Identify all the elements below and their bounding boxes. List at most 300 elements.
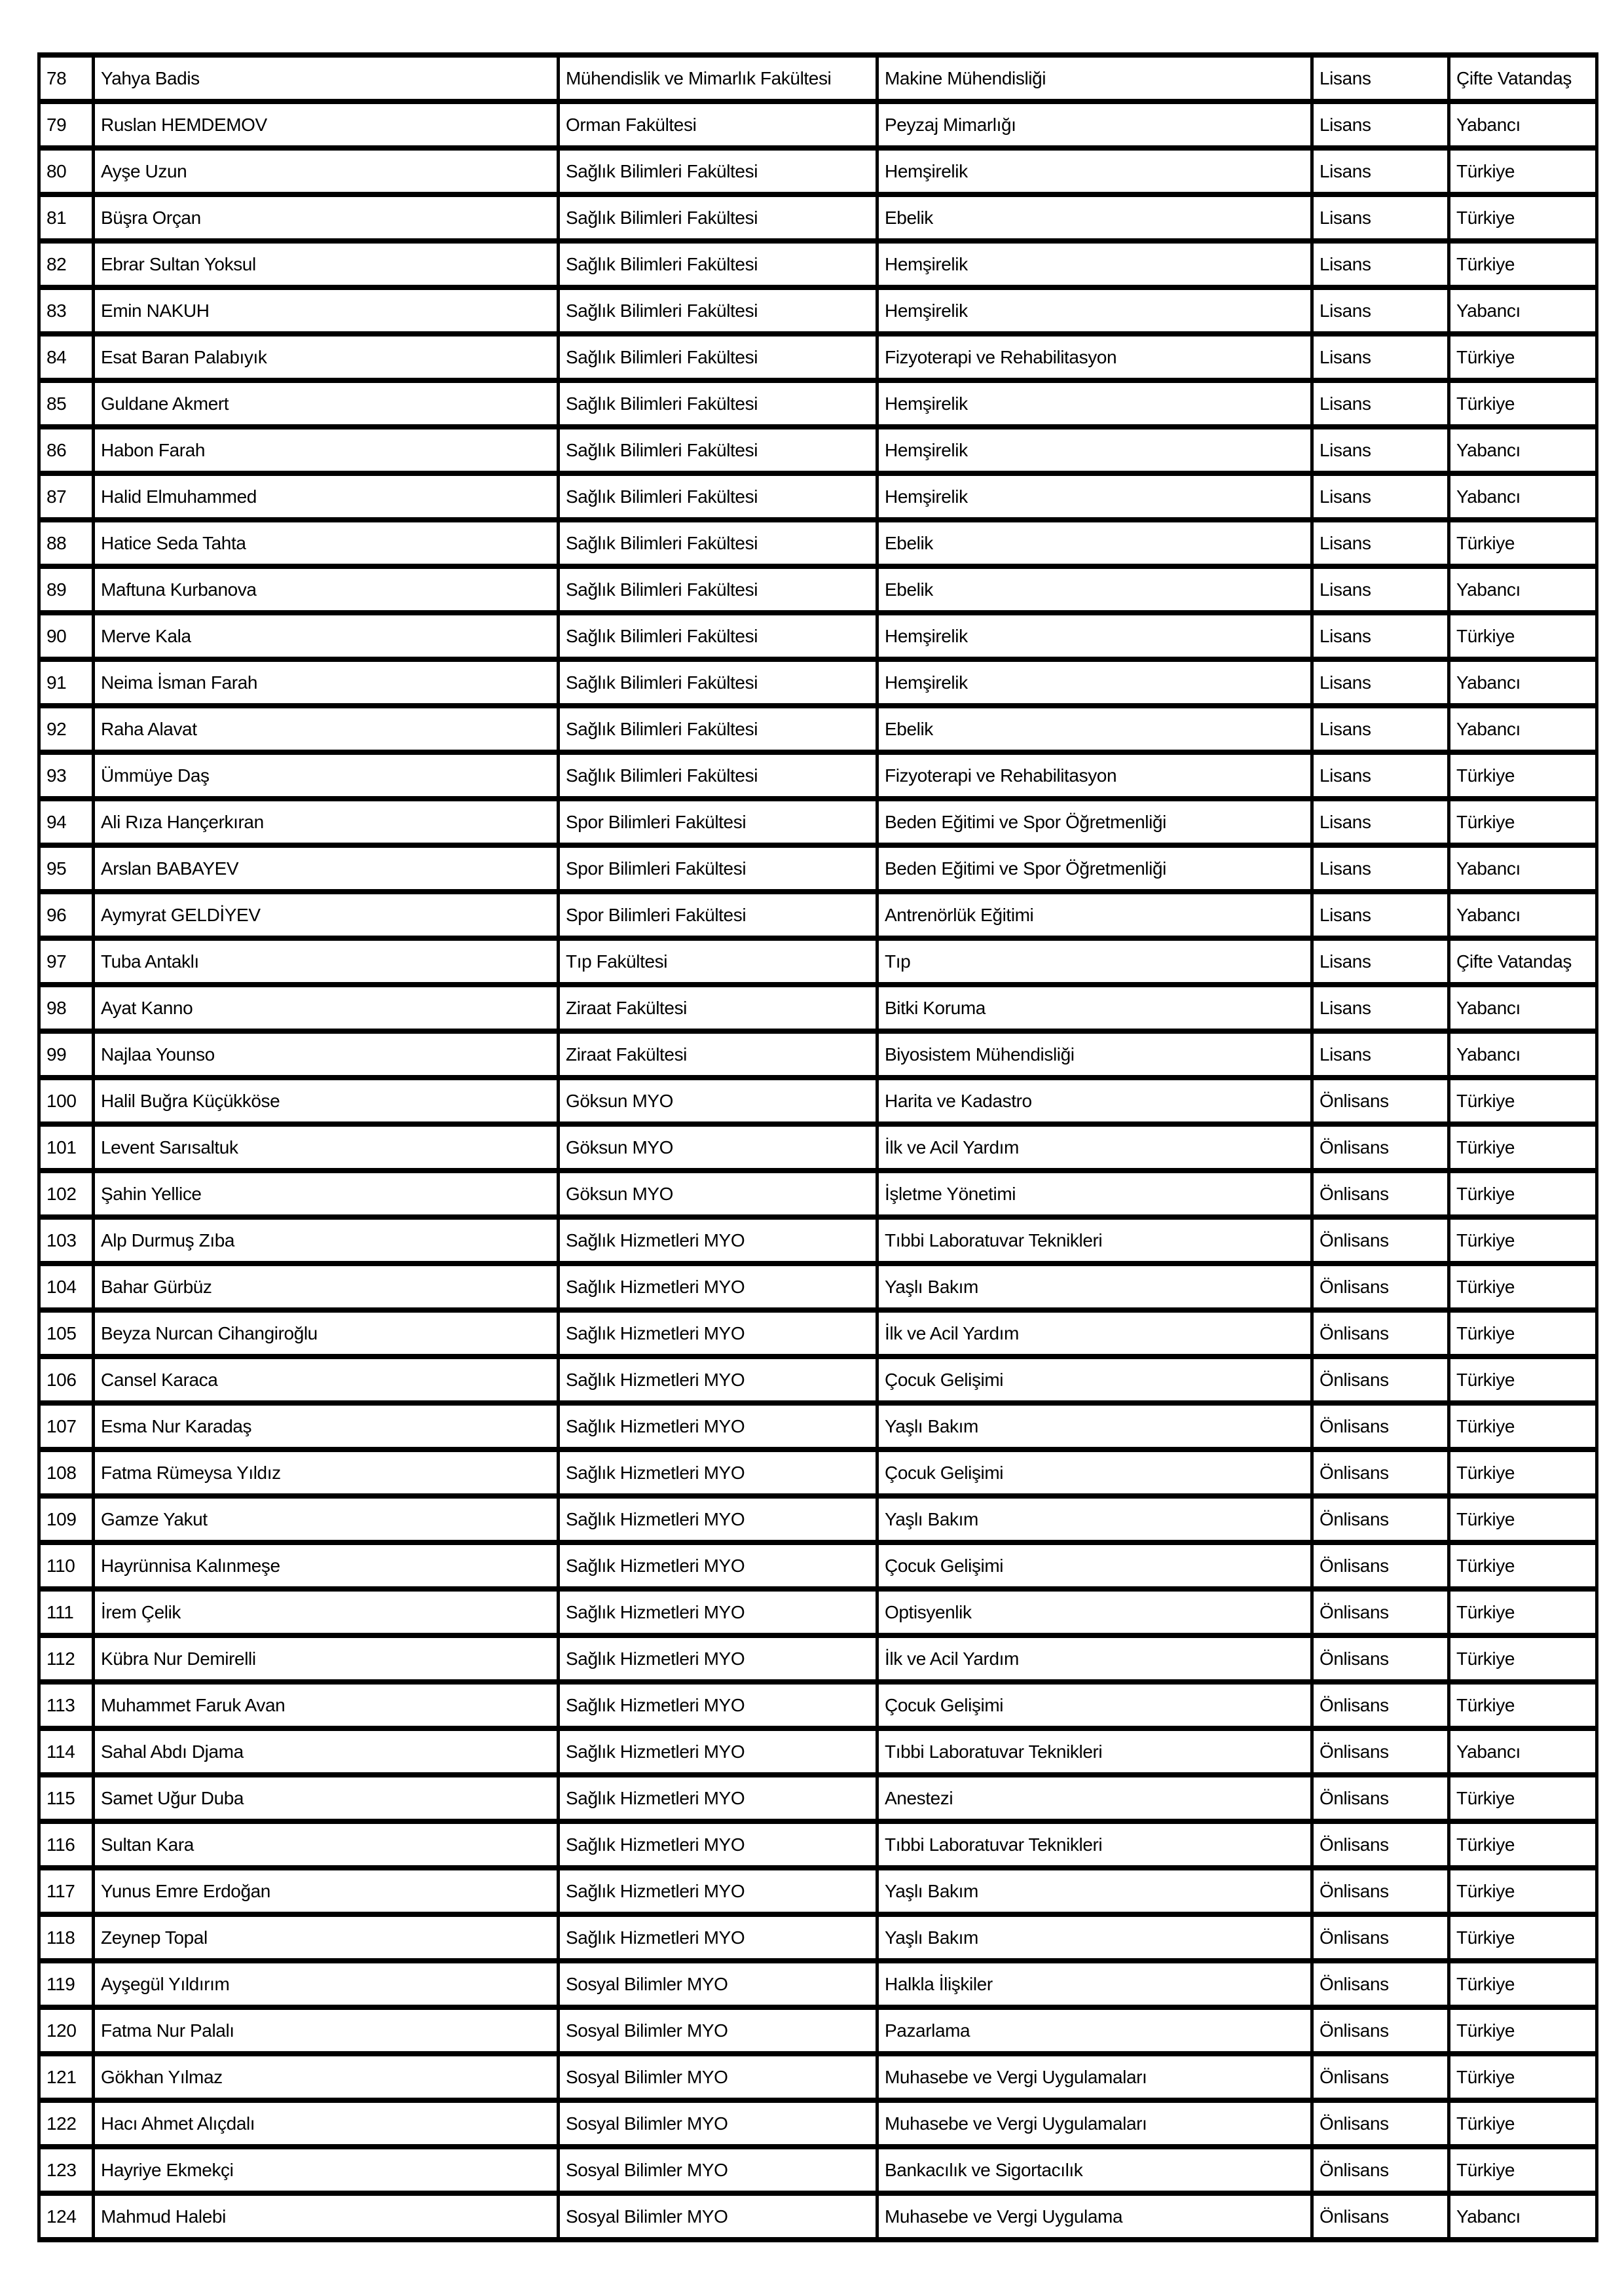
table-row xyxy=(39,1589,1597,1635)
cell-no: 120 xyxy=(39,2007,94,2054)
table-row xyxy=(39,194,1597,241)
cell-level: Lisans xyxy=(1312,1031,1449,1078)
cell-faculty: Sağlık Hizmetleri MYO xyxy=(559,1217,877,1264)
table-row xyxy=(39,985,1597,1031)
cell-nationality: Yabancı xyxy=(1449,101,1597,148)
cell-no: 112 xyxy=(39,1635,94,1682)
cell-level: Lisans xyxy=(1312,427,1449,473)
cell-name: Alp Durmuş Zıba xyxy=(94,1217,559,1264)
cell-level: Önlisans xyxy=(1312,1635,1449,1682)
table-row xyxy=(39,2100,1597,2147)
cell-name: Guldane Akmert xyxy=(94,380,559,427)
cell-name: Fatma Rümeysa Yıldız xyxy=(94,1449,559,1496)
cell-no: 103 xyxy=(39,1217,94,1264)
cell-department: Antrenörlük Eğitimi xyxy=(877,892,1312,938)
cell-department: Beden Eğitimi ve Spor Öğretmenliği xyxy=(877,799,1312,845)
cell-name: Sahal Abdı Djama xyxy=(94,1728,559,1775)
cell-no: 96 xyxy=(39,892,94,938)
cell-level: Lisans xyxy=(1312,148,1449,194)
cell-name: Esat Baran Palabıyık xyxy=(94,334,559,380)
cell-nationality: Yabancı xyxy=(1449,659,1597,706)
cell-nationality: Türkiye xyxy=(1449,1310,1597,1357)
table-row xyxy=(39,1217,1597,1264)
table-row xyxy=(39,566,1597,613)
cell-faculty: Sağlık Hizmetleri MYO xyxy=(559,1264,877,1310)
table-row xyxy=(39,613,1597,659)
cell-no: 85 xyxy=(39,380,94,427)
cell-faculty: Ziraat Fakültesi xyxy=(559,1031,877,1078)
cell-level: Lisans xyxy=(1312,845,1449,892)
cell-faculty: Sağlık Hizmetleri MYO xyxy=(559,1589,877,1635)
cell-department: Fizyoterapi ve Rehabilitasyon xyxy=(877,334,1312,380)
cell-department: Hemşirelik xyxy=(877,473,1312,520)
cell-nationality: Yabancı xyxy=(1449,427,1597,473)
cell-name: Ayşe Uzun xyxy=(94,148,559,194)
cell-department: Muhasebe ve Vergi Uygulamaları xyxy=(877,2100,1312,2147)
cell-faculty: Sağlık Bilimleri Fakültesi xyxy=(559,334,877,380)
cell-no: 81 xyxy=(39,194,94,241)
cell-no: 117 xyxy=(39,1868,94,1914)
cell-level: Önlisans xyxy=(1312,2007,1449,2054)
cell-no: 101 xyxy=(39,1124,94,1171)
table-row xyxy=(39,1031,1597,1078)
cell-department: Ebelik xyxy=(877,520,1312,566)
cell-level: Lisans xyxy=(1312,55,1449,101)
cell-no: 86 xyxy=(39,427,94,473)
cell-nationality: Türkiye xyxy=(1449,2054,1597,2100)
cell-name: Levent Sarısaltuk xyxy=(94,1124,559,1171)
cell-level: Lisans xyxy=(1312,799,1449,845)
cell-nationality: Türkiye xyxy=(1449,194,1597,241)
table-row xyxy=(39,148,1597,194)
cell-department: Pazarlama xyxy=(877,2007,1312,2054)
table-row xyxy=(39,1682,1597,1728)
cell-faculty: Sağlık Bilimleri Fakültesi xyxy=(559,659,877,706)
cell-faculty: Sağlık Bilimleri Fakültesi xyxy=(559,473,877,520)
cell-no: 124 xyxy=(39,2193,94,2240)
table-row xyxy=(39,473,1597,520)
cell-department: Hemşirelik xyxy=(877,380,1312,427)
table-row xyxy=(39,2147,1597,2193)
table-row xyxy=(39,845,1597,892)
cell-no: 114 xyxy=(39,1728,94,1775)
cell-faculty: Sağlık Hizmetleri MYO xyxy=(559,1310,877,1357)
cell-level: Lisans xyxy=(1312,380,1449,427)
cell-nationality: Türkiye xyxy=(1449,148,1597,194)
cell-no: 89 xyxy=(39,566,94,613)
cell-no: 98 xyxy=(39,985,94,1031)
cell-level: Önlisans xyxy=(1312,1078,1449,1124)
cell-no: 104 xyxy=(39,1264,94,1310)
cell-name: Ali Rıza Hançerkıran xyxy=(94,799,559,845)
cell-nationality: Türkiye xyxy=(1449,1775,1597,1821)
table-row xyxy=(39,938,1597,985)
cell-nationality: Türkiye xyxy=(1449,520,1597,566)
cell-name: Ayşegül Yıldırım xyxy=(94,1961,559,2007)
cell-department: İlk ve Acil Yardım xyxy=(877,1124,1312,1171)
cell-department: Harita ve Kadastro xyxy=(877,1078,1312,1124)
cell-faculty: Sosyal Bilimler MYO xyxy=(559,2193,877,2240)
cell-nationality: Yabancı xyxy=(1449,892,1597,938)
table-row xyxy=(39,2054,1597,2100)
table-row xyxy=(39,659,1597,706)
table-row xyxy=(39,1821,1597,1868)
cell-level: Önlisans xyxy=(1312,1914,1449,1961)
cell-name: Fatma Nur Palalı xyxy=(94,2007,559,2054)
cell-level: Lisans xyxy=(1312,287,1449,334)
cell-name: Gökhan Yılmaz xyxy=(94,2054,559,2100)
cell-level: Lisans xyxy=(1312,334,1449,380)
cell-department: Hemşirelik xyxy=(877,287,1312,334)
cell-level: Lisans xyxy=(1312,706,1449,752)
cell-level: Önlisans xyxy=(1312,1403,1449,1449)
cell-department: Tıbbi Laboratuvar Teknikleri xyxy=(877,1728,1312,1775)
table-row xyxy=(39,2007,1597,2054)
cell-department: Beden Eğitimi ve Spor Öğretmenliği xyxy=(877,845,1312,892)
cell-faculty: Sosyal Bilimler MYO xyxy=(559,2007,877,2054)
cell-name: Hayriye Ekmekçi xyxy=(94,2147,559,2193)
cell-name: Halid Elmuhammed xyxy=(94,473,559,520)
table-row xyxy=(39,101,1597,148)
cell-name: Ümmüye Daş xyxy=(94,752,559,799)
cell-department: Yaşlı Bakım xyxy=(877,1914,1312,1961)
cell-faculty: Sağlık Hizmetleri MYO xyxy=(559,1542,877,1589)
cell-department: Yaşlı Bakım xyxy=(877,1403,1312,1449)
cell-no: 108 xyxy=(39,1449,94,1496)
cell-nationality: Yabancı xyxy=(1449,1031,1597,1078)
cell-level: Lisans xyxy=(1312,194,1449,241)
cell-nationality: Yabancı xyxy=(1449,985,1597,1031)
cell-nationality: Türkiye xyxy=(1449,241,1597,287)
cell-faculty: Sosyal Bilimler MYO xyxy=(559,2100,877,2147)
cell-name: Aymyrat GELDİYEV xyxy=(94,892,559,938)
cell-nationality: Yabancı xyxy=(1449,2193,1597,2240)
cell-faculty: Göksun MYO xyxy=(559,1124,877,1171)
cell-level: Önlisans xyxy=(1312,1171,1449,1217)
cell-faculty: Sağlık Bilimleri Fakültesi xyxy=(559,752,877,799)
cell-level: Önlisans xyxy=(1312,1961,1449,2007)
table-row xyxy=(39,1310,1597,1357)
cell-name: Najlaa Younso xyxy=(94,1031,559,1078)
cell-department: Yaşlı Bakım xyxy=(877,1496,1312,1542)
cell-name: Habon Farah xyxy=(94,427,559,473)
cell-nationality: Türkiye xyxy=(1449,2100,1597,2147)
cell-level: Önlisans xyxy=(1312,1264,1449,1310)
cell-no: 80 xyxy=(39,148,94,194)
cell-name: Yunus Emre Erdoğan xyxy=(94,1868,559,1914)
cell-nationality: Türkiye xyxy=(1449,1682,1597,1728)
cell-name: Emin NAKUH xyxy=(94,287,559,334)
table-row xyxy=(39,55,1597,101)
cell-nationality: Türkiye xyxy=(1449,1078,1597,1124)
cell-department: Çocuk Gelişimi xyxy=(877,1449,1312,1496)
cell-faculty: Sağlık Hizmetleri MYO xyxy=(559,1821,877,1868)
cell-no: 107 xyxy=(39,1403,94,1449)
cell-nationality: Türkiye xyxy=(1449,2147,1597,2193)
cell-faculty: Sağlık Hizmetleri MYO xyxy=(559,1914,877,1961)
cell-no: 119 xyxy=(39,1961,94,2007)
cell-department: Tıbbi Laboratuvar Teknikleri xyxy=(877,1821,1312,1868)
cell-nationality: Türkiye xyxy=(1449,1542,1597,1589)
cell-department: Peyzaj Mimarlığı xyxy=(877,101,1312,148)
cell-level: Önlisans xyxy=(1312,1496,1449,1542)
cell-name: Hatice Seda Tahta xyxy=(94,520,559,566)
cell-level: Önlisans xyxy=(1312,2054,1449,2100)
cell-no: 78 xyxy=(39,55,94,101)
cell-no: 122 xyxy=(39,2100,94,2147)
cell-name: Arslan BABAYEV xyxy=(94,845,559,892)
cell-faculty: Sağlık Bilimleri Fakültesi xyxy=(559,380,877,427)
cell-no: 91 xyxy=(39,659,94,706)
cell-department: Optisyenlik xyxy=(877,1589,1312,1635)
cell-name: Mahmud Halebi xyxy=(94,2193,559,2240)
cell-faculty: Sağlık Hizmetleri MYO xyxy=(559,1775,877,1821)
cell-name: Hacı Ahmet Alıçdalı xyxy=(94,2100,559,2147)
cell-faculty: Sağlık Bilimleri Fakültesi xyxy=(559,566,877,613)
table-row xyxy=(39,1078,1597,1124)
cell-department: Ebelik xyxy=(877,706,1312,752)
cell-name: Cansel Karaca xyxy=(94,1357,559,1403)
cell-nationality: Türkiye xyxy=(1449,1914,1597,1961)
cell-faculty: Spor Bilimleri Fakültesi xyxy=(559,799,877,845)
cell-name: Şahin Yellice xyxy=(94,1171,559,1217)
cell-faculty: Sağlık Hizmetleri MYO xyxy=(559,1403,877,1449)
cell-faculty: Sağlık Hizmetleri MYO xyxy=(559,1449,877,1496)
table-row xyxy=(39,1542,1597,1589)
cell-no: 87 xyxy=(39,473,94,520)
cell-nationality: Türkiye xyxy=(1449,334,1597,380)
student-table-body xyxy=(39,55,1597,2240)
cell-level: Önlisans xyxy=(1312,1542,1449,1589)
cell-level: Lisans xyxy=(1312,566,1449,613)
cell-name: Ayat Kanno xyxy=(94,985,559,1031)
cell-nationality: Türkiye xyxy=(1449,1635,1597,1682)
cell-department: Biyosistem Mühendisliği xyxy=(877,1031,1312,1078)
cell-no: 118 xyxy=(39,1914,94,1961)
cell-faculty: Sağlık Bilimleri Fakültesi xyxy=(559,194,877,241)
cell-department: Bitki Koruma xyxy=(877,985,1312,1031)
cell-department: Hemşirelik xyxy=(877,427,1312,473)
cell-name: Samet Uğur Duba xyxy=(94,1775,559,1821)
cell-no: 83 xyxy=(39,287,94,334)
table-row xyxy=(39,706,1597,752)
cell-name: Raha Alavat xyxy=(94,706,559,752)
cell-level: Lisans xyxy=(1312,473,1449,520)
cell-nationality: Türkiye xyxy=(1449,752,1597,799)
cell-nationality: Türkiye xyxy=(1449,613,1597,659)
cell-level: Lisans xyxy=(1312,659,1449,706)
cell-level: Lisans xyxy=(1312,241,1449,287)
cell-level: Önlisans xyxy=(1312,1728,1449,1775)
cell-department: Muhasebe ve Vergi Uygulama xyxy=(877,2193,1312,2240)
table-row xyxy=(39,380,1597,427)
table-row xyxy=(39,1403,1597,1449)
cell-department: Çocuk Gelişimi xyxy=(877,1542,1312,1589)
cell-no: 95 xyxy=(39,845,94,892)
cell-nationality: Yabancı xyxy=(1449,706,1597,752)
cell-no: 102 xyxy=(39,1171,94,1217)
table-row xyxy=(39,1449,1597,1496)
table-row xyxy=(39,520,1597,566)
cell-name: Gamze Yakut xyxy=(94,1496,559,1542)
cell-faculty: Sağlık Bilimleri Fakültesi xyxy=(559,287,877,334)
cell-faculty: Tıp Fakültesi xyxy=(559,938,877,985)
table-row xyxy=(39,1496,1597,1542)
cell-nationality: Türkiye xyxy=(1449,2007,1597,2054)
cell-name: Bahar Gürbüz xyxy=(94,1264,559,1310)
cell-no: 93 xyxy=(39,752,94,799)
cell-no: 106 xyxy=(39,1357,94,1403)
cell-no: 121 xyxy=(39,2054,94,2100)
cell-no: 90 xyxy=(39,613,94,659)
cell-department: Makine Mühendisliği xyxy=(877,55,1312,101)
cell-level: Önlisans xyxy=(1312,1357,1449,1403)
cell-faculty: Sağlık Hizmetleri MYO xyxy=(559,1496,877,1542)
cell-faculty: Sağlık Hizmetleri MYO xyxy=(559,1728,877,1775)
cell-faculty: Sağlık Bilimleri Fakültesi xyxy=(559,706,877,752)
cell-department: Anestezi xyxy=(877,1775,1312,1821)
cell-faculty: Göksun MYO xyxy=(559,1078,877,1124)
cell-department: Tıbbi Laboratuvar Teknikleri xyxy=(877,1217,1312,1264)
cell-department: Bankacılık ve Sigortacılık xyxy=(877,2147,1312,2193)
cell-name: Beyza Nurcan Cihangiroğlu xyxy=(94,1310,559,1357)
cell-department: Hemşirelik xyxy=(877,659,1312,706)
cell-name: Büşra Orçan xyxy=(94,194,559,241)
cell-nationality: Türkiye xyxy=(1449,1264,1597,1310)
cell-department: Halkla İlişkiler xyxy=(877,1961,1312,2007)
cell-department: Ebelik xyxy=(877,194,1312,241)
cell-name: Maftuna Kurbanova xyxy=(94,566,559,613)
cell-nationality: Türkiye xyxy=(1449,1124,1597,1171)
cell-name: Ruslan HEMDEMOV xyxy=(94,101,559,148)
cell-department: Hemşirelik xyxy=(877,613,1312,659)
cell-name: Hayrünnisa Kalınmeşe xyxy=(94,1542,559,1589)
cell-faculty: Spor Bilimleri Fakültesi xyxy=(559,892,877,938)
cell-department: İşletme Yönetimi xyxy=(877,1171,1312,1217)
cell-faculty: Sağlık Bilimleri Fakültesi xyxy=(559,241,877,287)
cell-department: Fizyoterapi ve Rehabilitasyon xyxy=(877,752,1312,799)
cell-no: 92 xyxy=(39,706,94,752)
cell-faculty: Sağlık Bilimleri Fakültesi xyxy=(559,427,877,473)
cell-name: Muhammet Faruk Avan xyxy=(94,1682,559,1728)
cell-faculty: Sağlık Hizmetleri MYO xyxy=(559,1357,877,1403)
table-row xyxy=(39,752,1597,799)
cell-level: Önlisans xyxy=(1312,1821,1449,1868)
cell-no: 113 xyxy=(39,1682,94,1728)
cell-nationality: Türkiye xyxy=(1449,1589,1597,1635)
cell-no: 84 xyxy=(39,334,94,380)
cell-level: Önlisans xyxy=(1312,1775,1449,1821)
cell-no: 79 xyxy=(39,101,94,148)
cell-faculty: Sağlık Bilimleri Fakültesi xyxy=(559,148,877,194)
cell-name: Zeynep Topal xyxy=(94,1914,559,1961)
cell-nationality: Türkiye xyxy=(1449,1821,1597,1868)
table-row xyxy=(39,892,1597,938)
cell-name: Yahya Badis xyxy=(94,55,559,101)
cell-department: İlk ve Acil Yardım xyxy=(877,1635,1312,1682)
cell-level: Önlisans xyxy=(1312,2193,1449,2240)
table-row xyxy=(39,287,1597,334)
cell-department: Yaşlı Bakım xyxy=(877,1868,1312,1914)
cell-department: Hemşirelik xyxy=(877,241,1312,287)
table-row xyxy=(39,1635,1597,1682)
cell-nationality: Yabancı xyxy=(1449,1728,1597,1775)
cell-nationality: Türkiye xyxy=(1449,1496,1597,1542)
cell-level: Lisans xyxy=(1312,938,1449,985)
cell-faculty: Sosyal Bilimler MYO xyxy=(559,2147,877,2193)
cell-faculty: Göksun MYO xyxy=(559,1171,877,1217)
table-row xyxy=(39,1357,1597,1403)
cell-name: İrem Çelik xyxy=(94,1589,559,1635)
table-row xyxy=(39,1775,1597,1821)
cell-name: Neima İsman Farah xyxy=(94,659,559,706)
cell-department: Yaşlı Bakım xyxy=(877,1264,1312,1310)
cell-no: 82 xyxy=(39,241,94,287)
cell-no: 123 xyxy=(39,2147,94,2193)
cell-department: Muhasebe ve Vergi Uygulamaları xyxy=(877,2054,1312,2100)
cell-level: Lisans xyxy=(1312,752,1449,799)
cell-name: Halil Buğra Küçükköse xyxy=(94,1078,559,1124)
cell-nationality: Türkiye xyxy=(1449,1403,1597,1449)
cell-no: 94 xyxy=(39,799,94,845)
cell-faculty: Sağlık Hizmetleri MYO xyxy=(559,1868,877,1914)
cell-nationality: Yabancı xyxy=(1449,566,1597,613)
cell-level: Lisans xyxy=(1312,985,1449,1031)
cell-faculty: Sağlık Bilimleri Fakültesi xyxy=(559,520,877,566)
table-row xyxy=(39,1264,1597,1310)
cell-department: Tıp xyxy=(877,938,1312,985)
cell-faculty: Mühendislik ve Mimarlık Fakültesi xyxy=(559,55,877,101)
cell-no: 116 xyxy=(39,1821,94,1868)
cell-nationality: Türkiye xyxy=(1449,799,1597,845)
cell-level: Önlisans xyxy=(1312,1589,1449,1635)
cell-level: Önlisans xyxy=(1312,1868,1449,1914)
cell-name: Kübra Nur Demirelli xyxy=(94,1635,559,1682)
cell-name: Esma Nur Karadaş xyxy=(94,1403,559,1449)
cell-faculty: Sosyal Bilimler MYO xyxy=(559,1961,877,2007)
cell-no: 115 xyxy=(39,1775,94,1821)
cell-name: Merve Kala xyxy=(94,613,559,659)
cell-department: İlk ve Acil Yardım xyxy=(877,1310,1312,1357)
cell-level: Önlisans xyxy=(1312,1449,1449,1496)
table-row xyxy=(39,1124,1597,1171)
cell-nationality: Türkiye xyxy=(1449,1961,1597,2007)
cell-nationality: Çifte Vatandaş xyxy=(1449,938,1597,985)
cell-faculty: Orman Fakültesi xyxy=(559,101,877,148)
student-table xyxy=(37,52,1598,2242)
cell-no: 109 xyxy=(39,1496,94,1542)
table-row xyxy=(39,1868,1597,1914)
cell-level: Önlisans xyxy=(1312,2147,1449,2193)
cell-level: Önlisans xyxy=(1312,1124,1449,1171)
cell-nationality: Yabancı xyxy=(1449,845,1597,892)
cell-level: Önlisans xyxy=(1312,1217,1449,1264)
cell-department: Çocuk Gelişimi xyxy=(877,1682,1312,1728)
cell-name: Sultan Kara xyxy=(94,1821,559,1868)
cell-no: 111 xyxy=(39,1589,94,1635)
cell-nationality: Türkiye xyxy=(1449,1217,1597,1264)
table-row xyxy=(39,1914,1597,1961)
cell-no: 99 xyxy=(39,1031,94,1078)
cell-level: Önlisans xyxy=(1312,1310,1449,1357)
cell-name: Ebrar Sultan Yoksul xyxy=(94,241,559,287)
cell-level: Lisans xyxy=(1312,101,1449,148)
cell-nationality: Yabancı xyxy=(1449,287,1597,334)
cell-nationality: Türkiye xyxy=(1449,1868,1597,1914)
cell-no: 110 xyxy=(39,1542,94,1589)
cell-faculty: Sağlık Hizmetleri MYO xyxy=(559,1635,877,1682)
cell-nationality: Türkiye xyxy=(1449,1171,1597,1217)
